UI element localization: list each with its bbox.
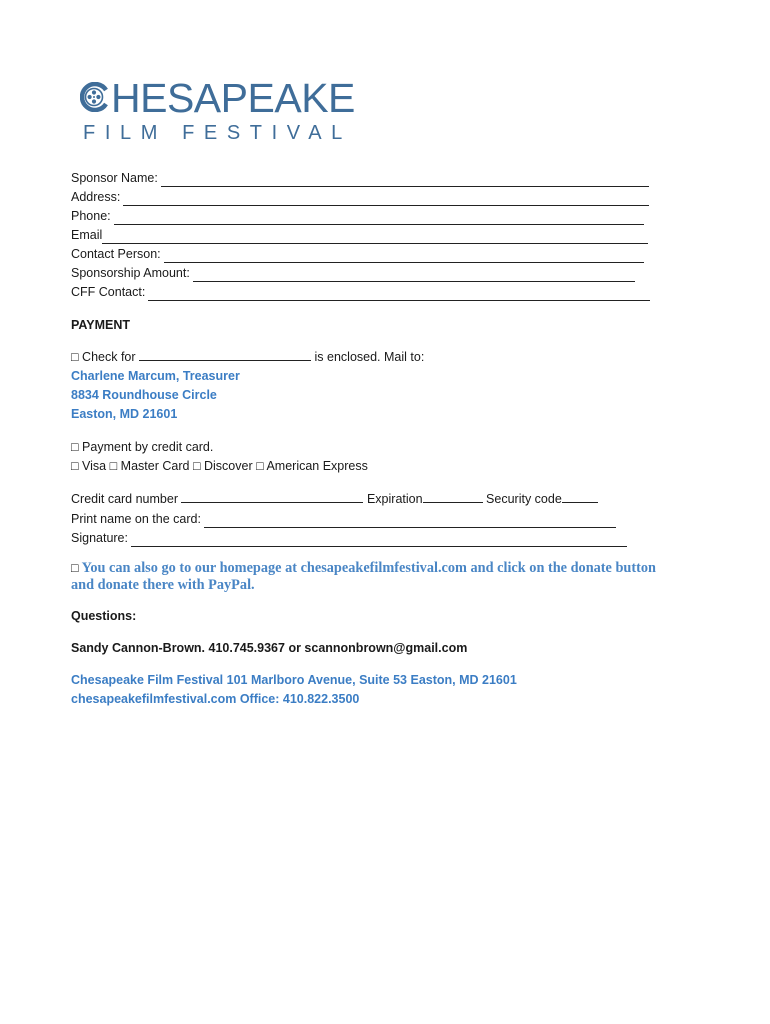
sponsor-name-field: [71, 168, 701, 187]
sponsorship-amount-input[interactable]: [193, 268, 635, 282]
check-row: [71, 348, 701, 367]
email-field: [71, 225, 701, 244]
visa-label: Visa: [82, 459, 107, 473]
mail-street: 8834 Roundhouse Circle: [71, 388, 217, 402]
footer-address: Chesapeake Film Festival 101 Marlboro Avenue, Suite 53 Easton, MD 21601: [71, 673, 517, 687]
footer-website-office: chesapeakefilmfestival.com Office: 410.822.3500: [71, 692, 360, 706]
address-field: [71, 187, 701, 206]
card-type-row: [71, 457, 701, 476]
mastercard-checkbox[interactable]: □: [109, 459, 118, 473]
contact-person-field: [71, 244, 701, 263]
expiration-label: Expiration: [366, 492, 423, 506]
mastercard-label: Master Card: [120, 459, 190, 473]
check-checkbox[interactable]: □: [71, 350, 79, 364]
sponsor-form: [71, 168, 701, 709]
festival-logo: [80, 76, 370, 146]
payment-heading: PAYMENT: [71, 318, 131, 332]
amex-checkbox[interactable]: □: [256, 459, 264, 473]
email-input[interactable]: [102, 230, 648, 244]
print-name-label: Print name on the card:: [71, 512, 201, 526]
phone-label: Phone:: [71, 209, 111, 223]
paypal-line-1: You can also go to our homepage at chesapeakefilmfestival.com and click on the donate button: [81, 560, 657, 576]
security-code-input[interactable]: [562, 490, 598, 503]
address-input[interactable]: [123, 192, 649, 206]
questions-heading: Questions:: [71, 609, 137, 623]
signature-input[interactable]: [131, 533, 627, 547]
sponsor-name-label: Sponsor Name:: [71, 171, 158, 185]
phone-field: [71, 206, 701, 225]
address-label: Address:: [71, 190, 121, 204]
check-amount-input[interactable]: [139, 348, 311, 361]
discover-label: Discover: [203, 459, 253, 473]
check-prefix: Check for: [82, 350, 136, 364]
discover-checkbox[interactable]: □: [192, 459, 201, 473]
questions-contact: Sandy Cannon-Brown. 410.745.9367 or scannonbrown@gmail.com: [71, 641, 468, 655]
card-number-input[interactable]: [181, 490, 363, 503]
paypal-checkbox[interactable]: □: [71, 561, 79, 575]
amex-label: American Express: [266, 459, 368, 473]
phone-input[interactable]: [114, 211, 644, 225]
sponsorship-amount-field: [71, 263, 701, 282]
print-name-input[interactable]: [204, 514, 616, 528]
cff-contact-label: CFF Contact:: [71, 285, 146, 299]
signature-field: [71, 528, 701, 547]
cff-contact-input[interactable]: [148, 287, 650, 301]
film-reel-icon: [80, 82, 110, 112]
credit-card-label: Payment by credit card.: [82, 440, 214, 454]
visa-checkbox[interactable]: □: [71, 459, 79, 473]
logo-tagline: FILM FESTIVAL: [83, 122, 352, 144]
expiration-input[interactable]: [423, 490, 483, 503]
check-suffix: is enclosed. Mail to:: [314, 350, 425, 364]
cff-contact-field: [71, 282, 701, 301]
logo-wordmark: HESAPEAKE: [111, 75, 355, 121]
credit-card-row: [71, 438, 701, 457]
credit-card-checkbox[interactable]: □: [71, 440, 79, 454]
email-label: Email: [71, 228, 103, 242]
card-details-row: [71, 490, 701, 509]
paypal-note: [71, 560, 711, 594]
contact-person-input[interactable]: [164, 249, 644, 263]
sponsorship-amount-label: Sponsorship Amount:: [71, 266, 190, 280]
signature-label: Signature:: [71, 531, 128, 545]
security-code-label: Security code: [486, 492, 562, 506]
print-name-field: [71, 509, 701, 528]
card-number-label: Credit card number: [71, 492, 178, 506]
mail-city: Easton, MD 21601: [71, 407, 178, 421]
mail-name: Charlene Marcum, Treasurer: [71, 369, 240, 383]
sponsor-name-input[interactable]: [161, 173, 649, 187]
paypal-line-2: and donate there with PayPal.: [71, 577, 255, 593]
contact-person-label: Contact Person:: [71, 247, 161, 261]
